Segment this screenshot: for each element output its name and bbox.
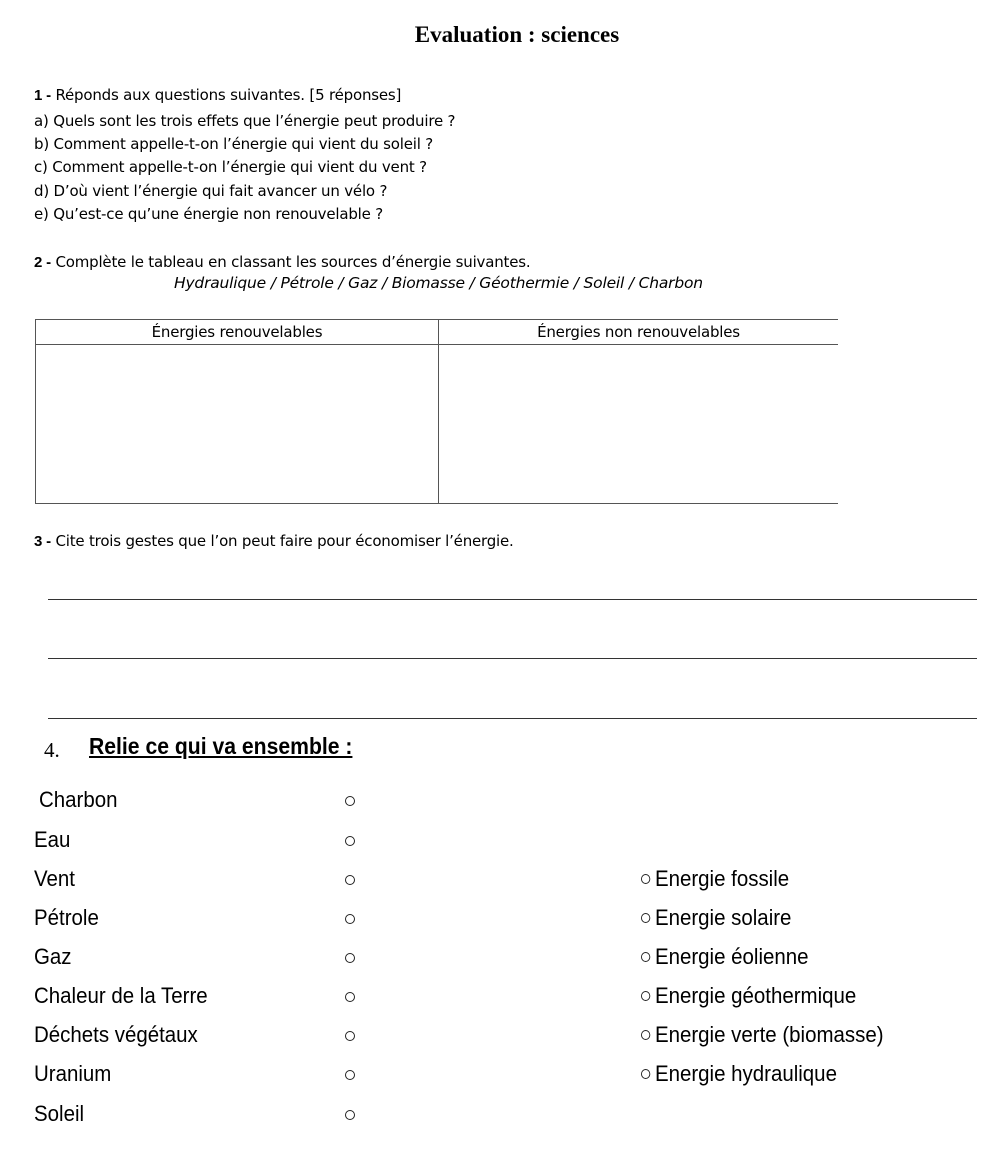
match-left-dot[interactable] xyxy=(345,1070,355,1080)
question-1-item: a) Quels sont les trois effets que l’énergie peut produire ? xyxy=(34,112,456,130)
match-left-item: Pétrole xyxy=(34,905,99,930)
match-left-dot[interactable] xyxy=(345,914,355,924)
match-right-dot[interactable] xyxy=(641,1069,650,1079)
question-3-header xyxy=(34,532,514,550)
match-left-dot[interactable] xyxy=(345,796,355,806)
column-header-non-renewable: Énergies non renouvelables xyxy=(439,320,839,345)
question-1-item: b) Comment appelle-t-on l’énergie qui vient du soleil ? xyxy=(34,135,433,153)
match-right-label: Energie hydraulique xyxy=(654,1061,837,1086)
question-2-instruction: Complète le tableau en classant les sources d’énergie suivantes. xyxy=(55,253,531,271)
match-right-dot[interactable] xyxy=(641,913,650,923)
match-right-dot[interactable] xyxy=(641,874,650,884)
match-right-item xyxy=(641,1061,837,1087)
match-left-dot[interactable] xyxy=(345,836,355,846)
match-left-item: Gaz xyxy=(34,944,72,969)
match-right-item xyxy=(641,905,791,931)
match-right-item xyxy=(641,944,809,970)
match-left-item: Eau xyxy=(34,827,71,852)
answer-line[interactable] xyxy=(48,718,977,719)
match-right-dot[interactable] xyxy=(641,952,650,962)
question-1-number: 1 - xyxy=(34,87,51,104)
match-left-dot[interactable] xyxy=(345,1031,355,1041)
question-1-header xyxy=(34,86,401,104)
column-header-renewable: Énergies renouvelables xyxy=(36,320,439,345)
answer-line[interactable] xyxy=(48,658,977,659)
match-right-item xyxy=(641,1022,884,1048)
match-right-item xyxy=(641,983,856,1009)
match-right-label: Energie solaire xyxy=(654,905,792,930)
match-right-label: Energie verte (biomasse) xyxy=(654,1022,884,1047)
match-right-dot[interactable] xyxy=(641,991,650,1001)
question-1-item: e) Qu’est-ce qu’une énergie non renouvelable ? xyxy=(34,205,383,223)
match-left-item: Uranium xyxy=(34,1061,112,1086)
question-4-number: 4. xyxy=(44,738,60,762)
answer-line[interactable] xyxy=(48,599,977,600)
match-right-item xyxy=(641,866,789,892)
question-4-title: Relie ce qui va ensemble : xyxy=(89,733,353,759)
match-left-dot[interactable] xyxy=(345,1110,355,1120)
renewable-answer-cell[interactable] xyxy=(36,345,439,504)
question-3-instruction: Cite trois gestes que l’on peut faire pour économiser l’énergie. xyxy=(55,532,514,550)
match-left-item: Soleil xyxy=(34,1101,85,1126)
match-left-dot[interactable] xyxy=(345,875,355,885)
classification-table xyxy=(35,319,838,504)
energy-sources-list: Hydraulique / Pétrole / Gaz / Biomasse / Géothermie / Soleil / Charbon xyxy=(174,274,703,292)
question-1-instruction: Réponds aux questions suivantes. [5 réponses] xyxy=(55,86,402,104)
question-1-item: d) D’où vient l’énergie qui fait avancer un vélo ? xyxy=(34,182,388,200)
page-title: Evaluation : sciences xyxy=(414,22,620,47)
non-renewable-answer-cell[interactable] xyxy=(439,345,839,504)
match-left-item: Chaleur de la Terre xyxy=(34,983,208,1008)
question-2-number: 2 - xyxy=(34,254,51,271)
match-left-item: Vent xyxy=(34,866,75,891)
match-right-label: Energie géothermique xyxy=(654,983,857,1008)
match-left-dot[interactable] xyxy=(345,953,355,963)
question-3-number: 3 - xyxy=(34,533,51,550)
question-2-header xyxy=(34,253,530,271)
match-left-item: Déchets végétaux xyxy=(34,1022,198,1047)
match-right-label: Energie éolienne xyxy=(654,944,809,969)
match-left-item: Charbon xyxy=(39,787,118,812)
question-1-item: c) Comment appelle-t-on l’énergie qui vient du vent ? xyxy=(34,158,427,176)
match-left-dot[interactable] xyxy=(345,992,355,1002)
match-right-dot[interactable] xyxy=(641,1030,650,1040)
match-right-label: Energie fossile xyxy=(654,866,790,891)
